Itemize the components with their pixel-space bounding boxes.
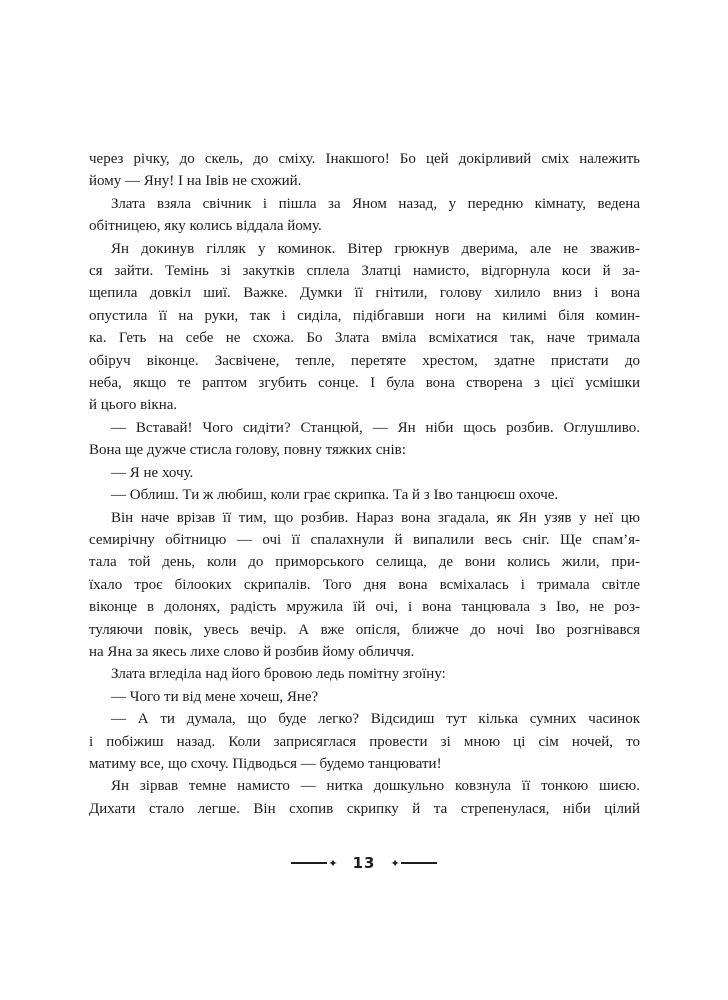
text-line: на Яна за якесь лихе слово й розбив йому обличчя.: [89, 643, 415, 660]
text-line: їхало троє білооких скрипалів. Того дня вона всміхалась і тримала світле: [89, 576, 640, 593]
text-line: обіруч віконце. Засвічене, тепле, перетяте хрестом, здатне пристати до: [89, 352, 640, 369]
text-line: ся зайти. Темінь зі закутків сплела Златці намисто, відгорнула коси й за-: [89, 263, 640, 280]
page-number: 13: [352, 854, 376, 872]
text-line: неба, якщо те раптом згубить сонце. І була вона створена з цієї усмішки: [89, 375, 640, 392]
text-line: — Вставай! Чого сидіти? Станцюй, — Ян ніби щось розбив. Оглушливо.: [111, 419, 640, 436]
ornament-rule-right: [401, 862, 437, 863]
text-line: і побіжиш назад. Коли заприсяглася провести зі мною ці сім ночей, то: [89, 733, 640, 750]
text-line: — А ти думала, що буде легко? Відсидиш тут кілька сумних часинок: [111, 711, 640, 728]
text-line: семирічну обітницю — очі її спалахнули й випалили весь сніг. Ще спам’я-: [89, 531, 640, 548]
text-line: тала той день, коли до приморського селища, де вони колись жили, при-: [89, 554, 640, 571]
text-line: опустила її на руки, так і сиділа, підібгавши ноги на килимі біля комин-: [89, 307, 640, 324]
text-line: туляючи повік, увесь вечір. А вже опісля, ближче до ночі Іво розгнівався: [89, 621, 640, 638]
text-line: віконце в долонях, радість мружила їй очі, і вона танцювала з Іво, не роз-: [89, 599, 640, 616]
text-line: — Облиш. Ти ж любиш, коли грає скрипка. Та й з Іво танцюєш охоче.: [111, 487, 559, 504]
ornament-rule-left: [291, 862, 327, 863]
text-line: Злата взяла свічник і пішла за Яном назад, у передню кімнату, ведена: [111, 195, 640, 212]
four-pointed-star-icon: ✦: [390, 856, 400, 870]
page-text: [89, 148, 640, 820]
text-line: матиму все, що схочу. Підводься — будемо танцювати!: [89, 755, 442, 772]
text-line: Злата вгледіла над його бровою ледь помітну згоїну:: [111, 666, 446, 683]
text-line: й цього вікна.: [89, 397, 178, 414]
text-line: щепила довкіл шиї. Важке. Думки її гнітили, голову хилило вниз і вона: [89, 285, 640, 302]
text-line: йому — Яну! І на Івів не схожий.: [89, 173, 302, 190]
text-line: ка. Геть на себе не схожа. Бо Злата вміла всміхатися так, наче тримала: [89, 330, 640, 347]
text-line: Ян докинув гілляк у коминок. Вітер грюкнув дверима, але не зважив-: [111, 240, 640, 257]
text-line: через річку, до скель, до сміху. Інакшого! Бо цей докірливий сміх належить: [89, 151, 640, 167]
page-footer: [0, 853, 728, 873]
text-line: Ян зірвав темне намисто — нитка дошкульно ковзнула її тонкою шиєю.: [111, 778, 640, 795]
four-pointed-star-icon: ✦: [328, 856, 338, 870]
text-line: — Чого ти від мене хочеш, Яне?: [111, 688, 319, 705]
text-line: — Я не хочу.: [111, 464, 194, 481]
text-line: Він наче врізав її тим, що розбив. Нараз вона згадала, як Ян узяв у неї цю: [111, 509, 640, 526]
text-line: Вона ще дужче стисла голову, повну тяжких снів:: [89, 442, 406, 459]
text-line: обітницею, яку колись віддала йому.: [89, 218, 322, 235]
text-line: Дихати стало легше. Він схопив скрипку й та стрепенулася, ніби цілий: [89, 800, 640, 817]
